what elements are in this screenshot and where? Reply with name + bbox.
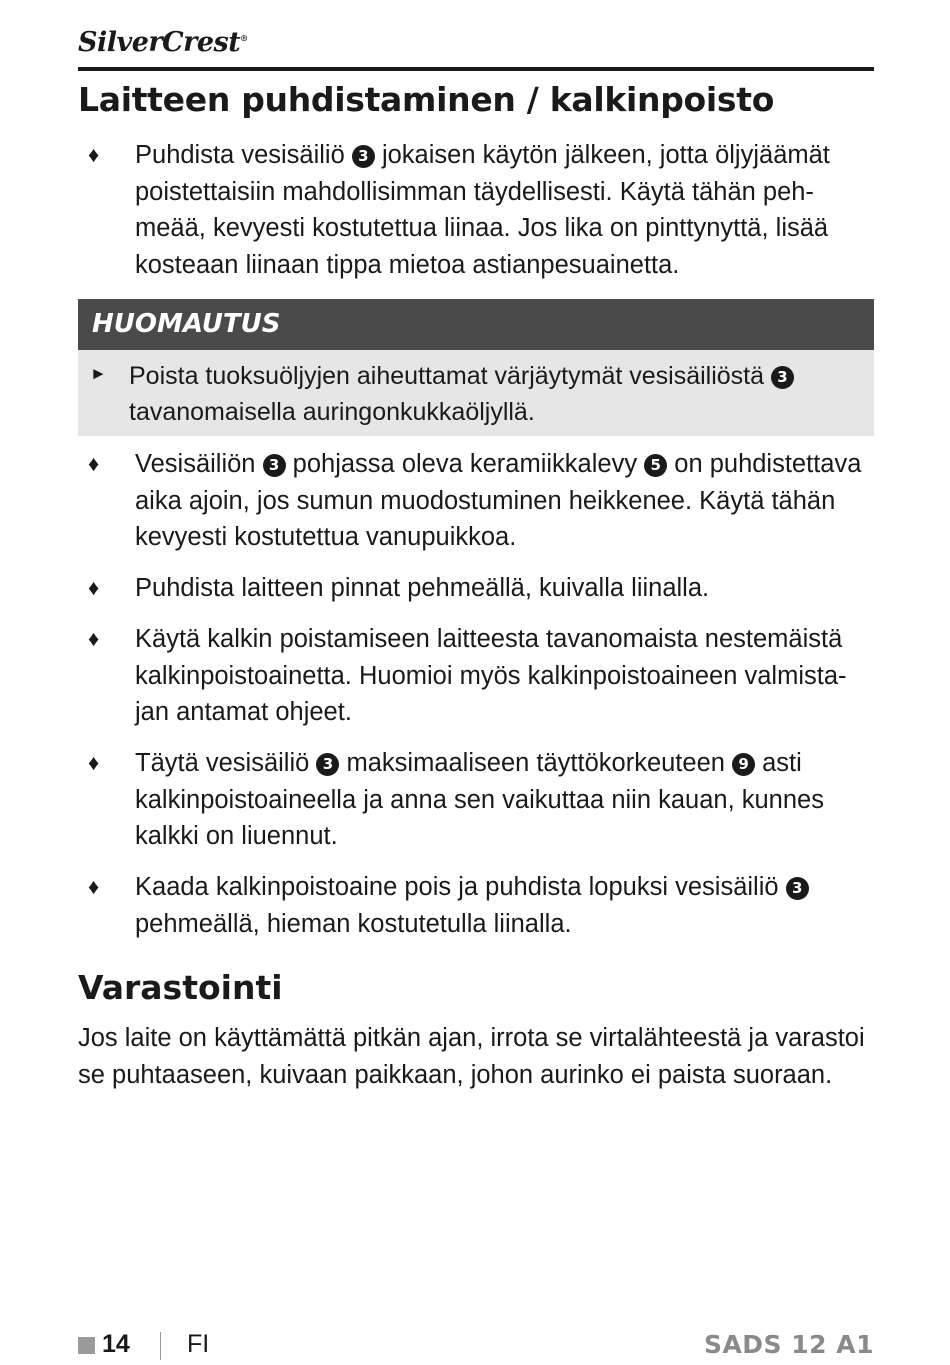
- list-item-3: [78, 570, 874, 607]
- section-title-cleaning: Laitteen puhdistaminen / kalkinpoisto: [78, 80, 775, 119]
- list-item-text: Vesisäiliön 3 pohjassa oleva keramiikkalevy 5 on puhdistettava aika ajoin, jos sumun muodostuminen heikkenee. Käytä tähän kevyesti kostutettua vanupuikkoa.: [135, 450, 862, 551]
- list-item-4: [78, 621, 874, 731]
- diamond-bullet-icon: ♦: [88, 575, 100, 600]
- list-item-6: [78, 869, 874, 942]
- note-text: Poista tuoksuöljyjen aiheuttamat värjäytymät vesisäiliöstä 3 tavanomaisella auringonkukkaöljyllä.: [129, 359, 849, 430]
- header-rule: [78, 67, 874, 71]
- model-number: SADS 12 A1: [703, 1330, 874, 1359]
- arrow-bullet-icon: ►: [90, 364, 107, 383]
- list-item-text: Puhdista laitteen pinnat pehmeällä, kuivalla liinalla.: [135, 574, 710, 602]
- page-number: 14: [102, 1330, 130, 1358]
- footer-divider: [160, 1332, 161, 1360]
- page-marker-icon: [78, 1337, 95, 1354]
- ref-number-badge: 3: [786, 877, 809, 900]
- storage-paragraph: Jos laite on käyttämättä pitkän ajan, irrota se virtalähteestä ja varastoi se puhtaaseen, kuivaan paikkaan, johon aurinko ei paista suoraan.: [78, 1024, 865, 1089]
- note-header: [78, 299, 874, 350]
- ref-number-badge: 3: [352, 145, 375, 168]
- ref-number-badge: 3: [263, 454, 286, 477]
- diamond-bullet-icon: ♦: [88, 626, 100, 651]
- list-item-text: Kaada kalkinpoistoaine pois ja puhdista lopuksi vesisäiliö 3 pehmeällä, hieman kostutetulla liinalla.: [135, 869, 874, 942]
- list-item-2: [78, 446, 874, 556]
- list-item-text: Käytä kalkin poistamiseen laitteesta tavanomaista nestemäistä kalkinpoistoainetta. Huomioi myös kalkinpoistoaineen valmista-jan antamat ohjeet.: [135, 625, 847, 726]
- language-code: FI: [187, 1330, 210, 1358]
- diamond-bullet-icon: ♦: [88, 874, 100, 899]
- note-body: [78, 350, 874, 436]
- list-item-text: Täytä vesisäiliö 3 maksimaaliseen täyttökorkeuteen 9 asti kalkinpoistoaineella ja anna sen vaikuttaa niin kauan, kunnes kalkki on liuennut.: [135, 749, 824, 850]
- list-item-1: [78, 137, 874, 283]
- section-title-storage: Varastointi: [78, 968, 283, 1007]
- diamond-bullet-icon: ♦: [88, 750, 100, 775]
- brand-logo: SilverCrest®: [78, 27, 248, 58]
- list-item-text: Puhdista vesisäiliö 3 jokaisen käytön jälkeen, jotta öljyjäämät poistettaisiin mahdollisimman täydellisesti. Käytä tähän peh-meää, kevyesti kostutettua liinaa. Jos lika on pinttynyttä, lisää kosteaan liinaan tippa mietoa astianpesuainetta.: [135, 141, 830, 279]
- ref-number-badge: 3: [771, 366, 794, 389]
- ref-number-badge: 5: [644, 454, 667, 477]
- note-heading: HUOMAUTUS: [92, 309, 281, 339]
- ref-number-badge: 3: [316, 753, 339, 776]
- list-item-5: [78, 745, 874, 855]
- diamond-bullet-icon: ♦: [88, 142, 100, 167]
- diamond-bullet-icon: ♦: [88, 451, 100, 476]
- ref-number-badge: 9: [732, 753, 755, 776]
